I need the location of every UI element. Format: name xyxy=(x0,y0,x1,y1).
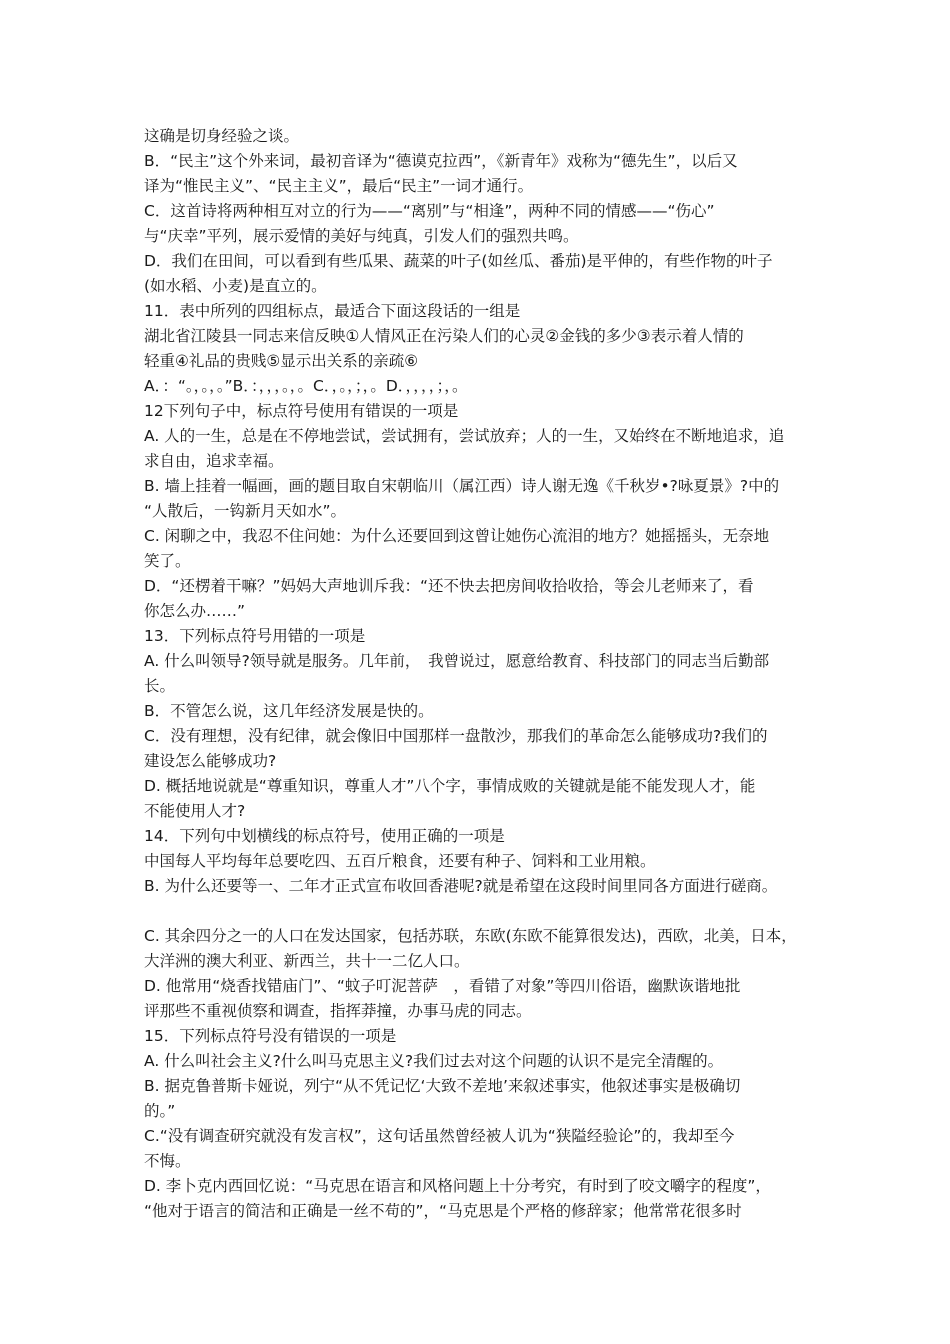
text-line: 与“庆幸”平列，展示爱情的美好与纯真，引发人们的强烈共鸣。 xyxy=(144,227,579,245)
text-line: 译为“惟民主义”、“民主主义”，最后“民主”一词才通行。 xyxy=(144,177,534,195)
text-line: B. 据克鲁普斯卡娅说，列宁“从不凭记忆‘大致不差地’来叙述事实，他叙述事实是极确切 xyxy=(144,1077,741,1095)
text-line: B．不管怎么说，这几年经济发展是快的。 xyxy=(144,702,434,720)
text-line: C.“没有调查研究就没有发言权”，这句话虽然曾经被人讥为“狭隘经验论”的，我却至今 xyxy=(144,1127,735,1145)
text-line: 建设怎么能够成功? xyxy=(144,752,277,770)
text-line: 的。” xyxy=(144,1102,176,1120)
text-line: D. 李卜克内西回忆说：“马克思在语言和风格问题上十分考究，有时到了咬文嚼字的程度”， xyxy=(144,1177,771,1195)
text-line: 长。 xyxy=(144,677,176,695)
text-line: D．我们在田间，可以看到有些瓜果、蔬菜的叶子(如丝瓜、番茄)是平伸的，有些作物的叶子 xyxy=(144,252,773,270)
text-line: B. 墙上挂着一幅画，画的题目取自宋朝临川（属江西）诗人谢无逸《千秋岁•?咏夏景》?中的 xyxy=(144,477,780,495)
text-line: D．“还楞着干嘛？”妈妈大声地训斥我：“还不快去把房间收拾收拾，等会儿老师来了，看 xyxy=(144,577,754,595)
question-heading: 15．下列标点符号没有错误的一项是 xyxy=(144,1027,397,1045)
text-line: C. 闲聊之中，我忍不住问她：为什么还要回到这曾让她伤心流泪的地方？她摇摇头，无奈地 xyxy=(144,527,770,545)
question-heading: 13．下列标点符号用错的一项是 xyxy=(144,627,366,645)
text-line: A. 什么叫社会主义?什么叫马克思主义?我们过去对这个问题的认识不是完全清醒的。 xyxy=(144,1052,724,1070)
text-line: 笑了。 xyxy=(144,552,191,570)
text-line: 轻重④礼品的贵贱⑤显示出关系的亲疏⑥ xyxy=(144,352,419,370)
text-line: 不能使用人才? xyxy=(144,802,246,820)
text-line: “人散后，一钩新月天如水”。 xyxy=(144,502,347,520)
text-line: C．没有理想，没有纪律，就会像旧中国那样一盘散沙，那我们的革命怎么能够成功?我们的 xyxy=(144,727,768,745)
text-line: (如水稻、小麦)是直立的。 xyxy=(144,277,327,295)
text-line: “他对于语言的简洁和正确是一丝不苟的”，“马克思是个严格的修辞家；他常常花很多时 xyxy=(144,1202,742,1220)
text-line: 大洋洲的澳大利亚、新西兰，共十一二亿人口。 xyxy=(144,952,470,970)
text-line: D. 他常用“烧香找错庙门”、“蚊子叮泥菩萨 ，看错了对象”等四川俗语，幽默诙谐地批 xyxy=(144,977,741,995)
text-line: 你怎么办……” xyxy=(144,602,246,620)
answer-options: A．：“。，。，。”B．：，，，。，。C．，。，；，。D．，，，，；，。 xyxy=(144,377,468,395)
text-line: C．这首诗将两种相互对立的行为——“离别”与“相逢”，两种不同的情感——“伤心” xyxy=(144,202,715,220)
text-line: A. 人的一生，总是在不停地尝试，尝试拥有，尝试放弃；人的一生，又始终在不断地追求，追 xyxy=(144,427,785,445)
text-line: 中国每人平均每年总要吃四、五百斤粮食，还要有种子、饲料和工业用粮。 xyxy=(144,852,656,870)
text-line: 求自由，追求幸福。 xyxy=(144,452,284,470)
text-line: 湖北省江陵县一同志来信反映①人情风正在污染人们的心灵②金钱的多少③表示着人情的 xyxy=(144,327,744,345)
text-line: 这确是切身经验之谈。 xyxy=(144,127,300,145)
question-heading: 14．下列句中划横线的标点符号，使用正确的一项是 xyxy=(144,827,505,845)
text-line: 不悔。 xyxy=(144,1152,191,1170)
text-line: D. 概括地说就是“尊重知识，尊重人才”八个字，事情成败的关键就是能不能发现人才，能 xyxy=(144,777,756,795)
text-line: 评那些不重视侦察和调查，指挥莽撞，办事马虎的同志。 xyxy=(144,1002,532,1020)
text-line: A. 什么叫领导?领导就是服务。几年前， 我曾说过，愿意给教育、科技部门的同志当后勤部 xyxy=(144,652,770,670)
question-heading: 11．表中所列的四组标点，最适合下面这段话的一组是 xyxy=(144,302,521,320)
question-heading: 12下列句子中，标点符号使用有错误的一项是 xyxy=(144,402,459,420)
text-line: C. 其余四分之一的人口在发达国家，包括苏联，东欧(东欧不能算很发达)，西欧，北美，日本， xyxy=(144,927,797,945)
text-line: B．“民主”这个外来词，最初音译为“德谟克拉西”，《新青年》戏称为“德先生”，以后又 xyxy=(144,152,738,170)
text-line: B. 为什么还要等一、二年才正式宣布收回香港呢?就是希望在这段时间里同各方面进行磋商。 xyxy=(144,877,778,895)
